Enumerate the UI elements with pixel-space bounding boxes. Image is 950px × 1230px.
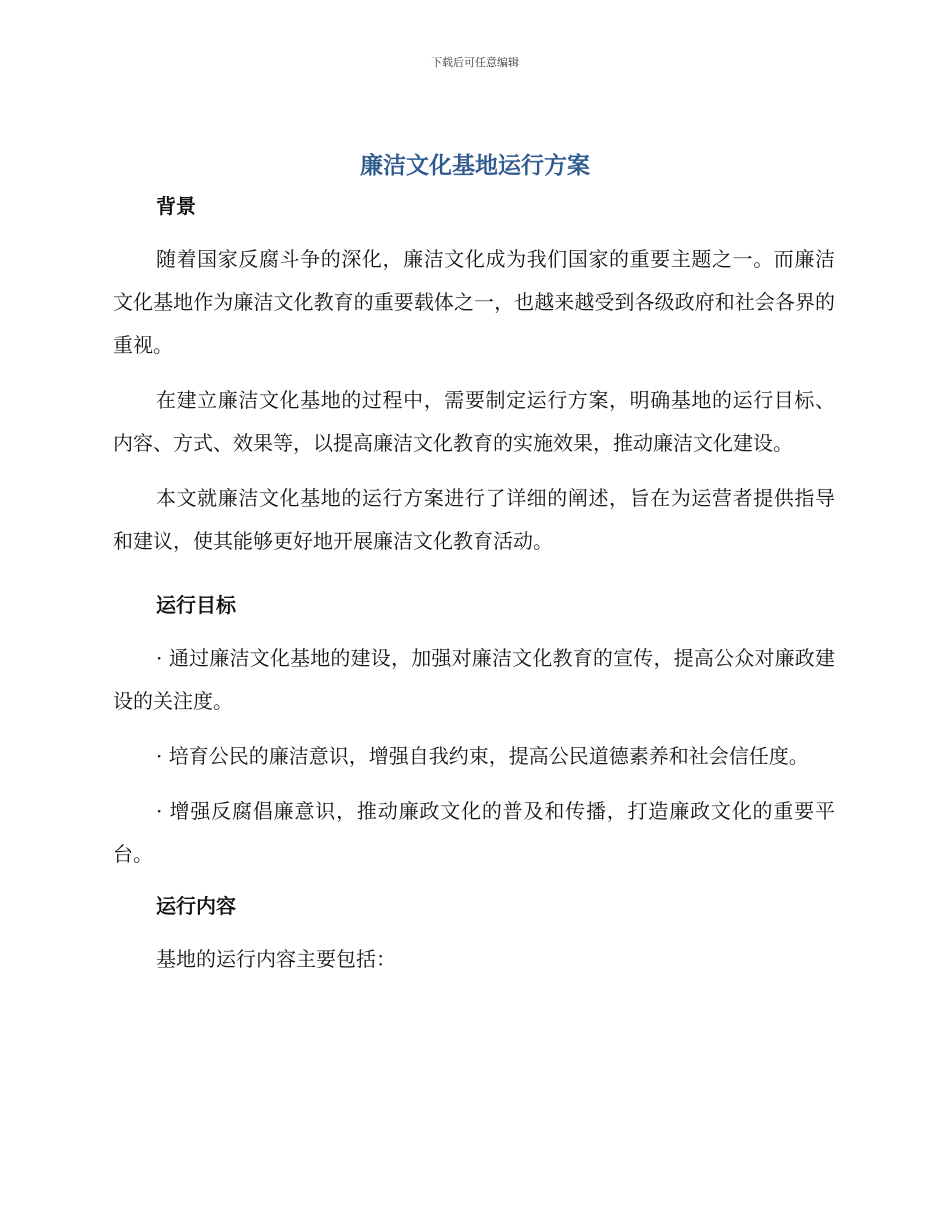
goal-item-3: · 增强反腐倡廉意识，推动廉政文化的普及和传播，打造廉政文化的重要平台。 (113, 799, 835, 866)
goal-item-2: · 培育公民的廉洁意识，增强自我约束，提高公民道德素养和社会信任度。 (156, 744, 809, 768)
section-heading-background: 背景 (156, 194, 196, 218)
goal-item-1: · 通过廉洁文化基地的建设，加强对廉洁文化教育的宣传，提高公众对廉政建设的关注度。 (113, 646, 835, 713)
document-body (113, 188, 835, 993)
page-header-note: 下载后可任意编辑 (431, 56, 519, 69)
content-intro: 基地的运行内容主要包括： (156, 947, 396, 971)
section-heading-content: 运行内容 (156, 894, 236, 918)
background-paragraph-1: 随着国家反腐斗争的深化，廉洁文化成为我们国家的重要主题之一。而廉洁文化基地作为廉洁文化教育的重要载体之一，也越来越受到各级政府和社会各界的重视。 (113, 247, 835, 357)
section-heading-goals: 运行目标 (156, 593, 236, 617)
background-paragraph-2: 在建立廉洁文化基地的过程中，需要制定运行方案，明确基地的运行目标、内容、方式、效果等，以提高廉洁文化教育的实施效果，推动廉洁文化建设。 (113, 388, 835, 455)
background-paragraph-3: 本文就廉洁文化基地的运行方案进行了详细的阐述，旨在为运营者提供指导和建议，使其能够更好地开展廉洁文化教育活动。 (113, 486, 835, 553)
document-title: 廉洁文化基地运行方案 (360, 153, 590, 179)
